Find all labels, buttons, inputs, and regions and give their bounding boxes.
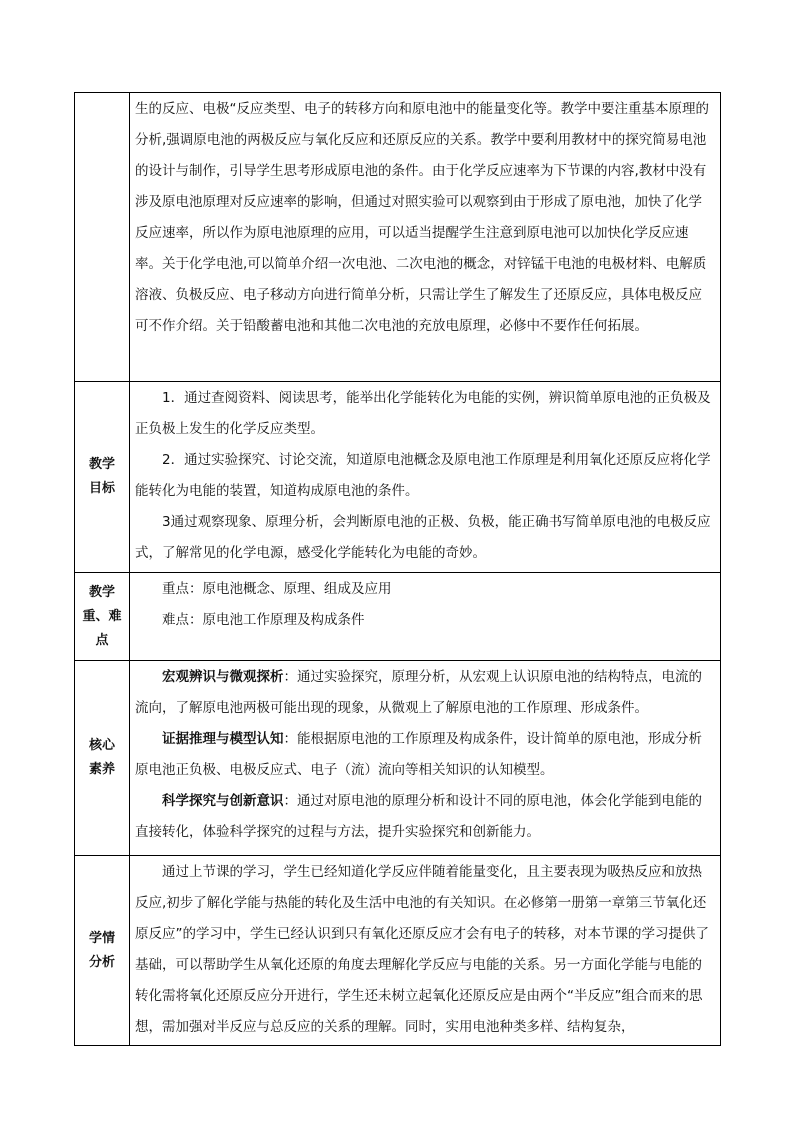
literacy-item-title: 宏观辨识与微观探析 (162, 669, 284, 685)
analysis-continued-text: 生的反应、电极“反应类型、电子的转移方向和原电池中的能量变化等。教学中要注重基本原理的分析,强调原电池的两极反应与氧化反应和还原反应的关系。教学中要利用教材中的探究简易电池的设计与制作，引导学生思考形成原电池的条件。由于化学反应速率为下节课的内容,教材中没有涉及原电池原理对反应速率的影响，但通过对照实验可以观察到由于形成了原电池，加快了化学反应速率，所以作为原电池原理的应用，可以适当提醒学生注意到原电池可以加快化学反应速率。关于化学电池,可以简单介绍一次电池、二次电池的概念，对锌锰干电池的电极材料、电解质溶液、负极反应、电子移动方向进行简单分析，只需让学生了解发生了还原反应，具体电极反应可不作介绍。关于铅酸蓄电池和其他二次电池的充放电原理，必修中不要作任何拓展。 (135, 101, 709, 334)
teaching-goals-cell (130, 382, 721, 573)
key-points-label-line3: 点 (95, 632, 109, 648)
goal-item: 3通过观察现象、原理分析，会判断原电池的正极、负极，能正确书写简单原电池的电极反应式，了解常见的化学电源，感受化学能转化为电能的奇妙。 (135, 514, 711, 561)
key-points-label-line2: 重、难 (82, 608, 122, 624)
row-analysis-continued (75, 93, 721, 382)
lesson-plan-table (74, 92, 721, 1046)
row-learner-analysis (75, 856, 721, 1046)
literacy-item-text: ：通过实验探究，原理分析，从宏观上认识原电池的结构特点，电流的流向，了解原电池两极可能出现的现象，从微观上了解原电池的工作原理、形成条件。 (135, 669, 702, 716)
learner-analysis-cell (130, 856, 721, 1046)
key-points-cell (130, 573, 721, 661)
teaching-goals-label-line2: 目标 (88, 481, 115, 496)
literacy-item (135, 662, 714, 724)
goal-item: 2．通过实验探究、讨论交流，知道原电池概念及原电池工作原理是利用氧化还原反应将化学能转化为电能的装置，知道构成原电池的条件。 (135, 452, 711, 499)
row-key-difficult-points (75, 573, 721, 661)
literacy-item-title: 证据推理与模型认知 (162, 731, 284, 747)
teaching-goals-label (75, 382, 130, 573)
learner-analysis-label-line2: 分析 (88, 954, 115, 970)
difficult-point-text: 难点：原电池工作原理及构成条件 (162, 612, 365, 628)
core-literacy-cell (130, 661, 721, 856)
literacy-item-text: ：通过对原电池的原理分析和设计不同的原电池，体会化学能到电能的直接转化，体验科学探究的过程与方法，提升实验探究和创新能力。 (135, 793, 702, 840)
core-literacy-label-line2: 素养 (88, 762, 115, 777)
core-literacy-label (75, 661, 130, 856)
analysis-continued-cell (130, 93, 721, 382)
row-label-empty (75, 93, 130, 382)
literacy-item-title: 科学探究与创新意识 (162, 793, 284, 809)
teaching-goals-label-line1: 教学 (88, 457, 115, 472)
literacy-item (135, 724, 714, 786)
row-teaching-goals (75, 382, 721, 573)
row-core-literacy (75, 661, 721, 856)
literacy-item (135, 786, 714, 848)
key-points-label-line1: 教学 (88, 584, 115, 600)
learner-analysis-label (75, 856, 130, 1046)
key-points-label (75, 573, 130, 661)
core-literacy-label-line1: 核心 (88, 738, 115, 753)
goal-item: 1．通过查阅资料、阅读思考，能举出化学能转化为电能的实例，辨识简单原电池的正负极及正负极上发生的化学反应类型。 (135, 390, 711, 437)
learner-analysis-text: 通过上节课的学习，学生已经知道化学反应伴随着能量变化，且主要表现为吸热反应和放热反应,初步了解化学能与热能的转化及生活中电池的有关知识。在必修第一册第一章第三节氧化还原反应”的学习中，学生已经认识到只有氧化还原反应才会有电子的转移，对本节课的学习提供了基础，可以帮助学生从氧化还原的角度去理解化学反应与电能的关系。另一方面化学能与电能的转化需将氧化还原反应分开进行，学生还未树立起氧化还原反应是由两个“半反应”组合而来的思想，需加强对半反应与总反应的关系的理解。同时，实用电池种类多样、结构复杂， (135, 864, 709, 1035)
learner-analysis-label-line1: 学情 (88, 930, 115, 946)
literacy-item-text: ：能根据原电池的工作原理及构成条件，设计简单的原电池，形成分析原电池正负极、电极反应式、电子（流）流向等相关知识的认知模型。 (135, 731, 702, 778)
key-point-text: 重点：原电池概念、原理、组成及应用 (162, 581, 392, 597)
